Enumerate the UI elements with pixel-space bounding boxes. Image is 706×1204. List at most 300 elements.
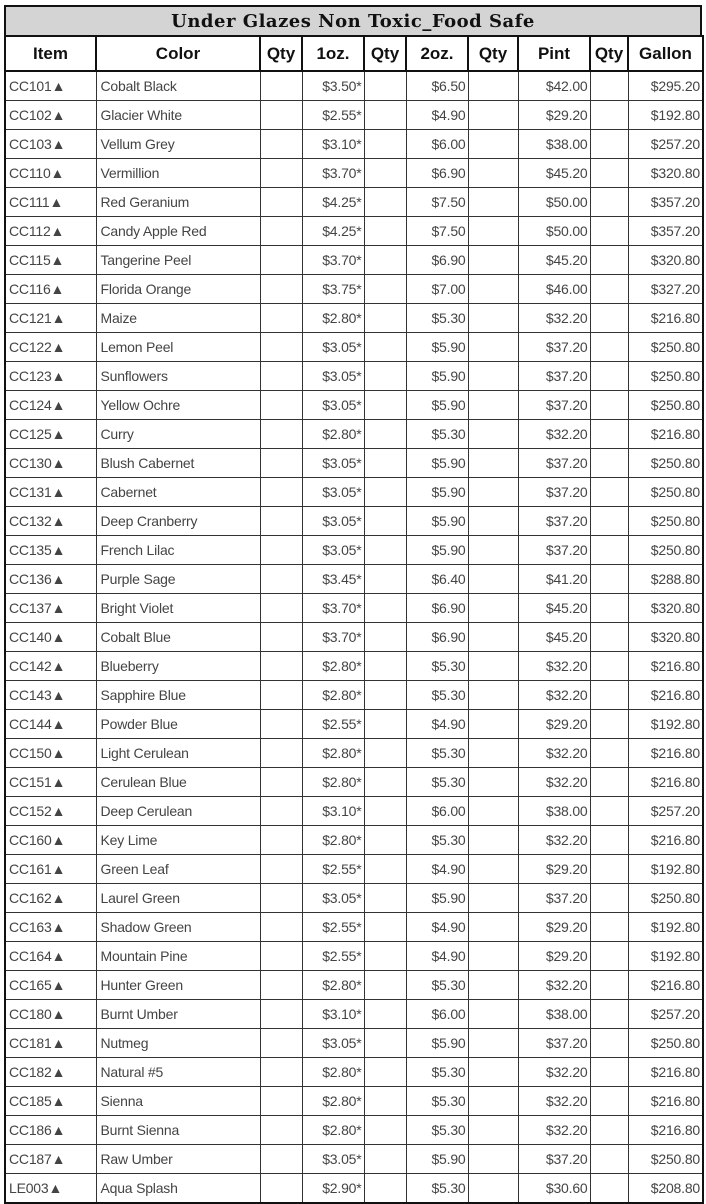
column-header-pint: Pint bbox=[518, 36, 590, 71]
qty-pint-cell[interactable] bbox=[468, 391, 518, 420]
color-name: Cabernet bbox=[96, 478, 260, 507]
qty-1oz-cell[interactable] bbox=[260, 565, 302, 594]
qty-pint-cell[interactable] bbox=[468, 565, 518, 594]
qty-gallon-cell[interactable] bbox=[590, 304, 628, 333]
table-row bbox=[5, 507, 703, 536]
table-row bbox=[5, 797, 703, 826]
qty-2oz-cell[interactable] bbox=[364, 420, 406, 449]
color-name: Glacier White bbox=[96, 101, 260, 130]
price-2oz: $5.90 bbox=[406, 1145, 468, 1174]
qty-gallon-cell[interactable] bbox=[590, 101, 628, 130]
qty-1oz-cell[interactable] bbox=[260, 101, 302, 130]
color-name: Tangerine Peel bbox=[96, 246, 260, 275]
table-row bbox=[5, 623, 703, 652]
price-2oz: $5.90 bbox=[406, 478, 468, 507]
qty-2oz-cell[interactable] bbox=[364, 304, 406, 333]
qty-1oz-cell[interactable] bbox=[260, 1145, 302, 1174]
table-row bbox=[5, 826, 703, 855]
item-code: CC137▲ bbox=[5, 594, 96, 623]
qty-1oz-cell[interactable] bbox=[260, 623, 302, 652]
price-2oz: $5.30 bbox=[406, 768, 468, 797]
qty-pint-cell[interactable] bbox=[468, 1087, 518, 1116]
item-code: CC116▲ bbox=[5, 275, 96, 304]
qty-pint-cell[interactable] bbox=[468, 913, 518, 942]
qty-1oz-cell[interactable] bbox=[260, 188, 302, 217]
qty-1oz-cell[interactable] bbox=[260, 333, 302, 362]
price-pint: $37.20 bbox=[518, 449, 590, 478]
qty-gallon-cell[interactable] bbox=[590, 710, 628, 739]
price-2oz: $6.00 bbox=[406, 130, 468, 159]
price-pint: $32.20 bbox=[518, 739, 590, 768]
qty-pint-cell[interactable] bbox=[468, 681, 518, 710]
qty-gallon-cell[interactable] bbox=[590, 565, 628, 594]
price-1oz: $2.55* bbox=[302, 855, 364, 884]
column-header-item: Item bbox=[5, 36, 96, 71]
qty-gallon-cell[interactable] bbox=[590, 391, 628, 420]
qty-2oz-cell[interactable] bbox=[364, 507, 406, 536]
item-code: CC182▲ bbox=[5, 1058, 96, 1087]
price-2oz: $6.00 bbox=[406, 1000, 468, 1029]
price-2oz: $4.90 bbox=[406, 101, 468, 130]
price-1oz: $2.55* bbox=[302, 710, 364, 739]
qty-1oz-cell[interactable] bbox=[260, 652, 302, 681]
qty-pint-cell[interactable] bbox=[468, 884, 518, 913]
price-pint: $32.20 bbox=[518, 971, 590, 1000]
qty-2oz-cell[interactable] bbox=[364, 1000, 406, 1029]
price-pint: $37.20 bbox=[518, 391, 590, 420]
qty-2oz-cell[interactable] bbox=[364, 333, 406, 362]
price-1oz: $2.80* bbox=[302, 1058, 364, 1087]
qty-2oz-cell[interactable] bbox=[364, 594, 406, 623]
color-name: Key Lime bbox=[96, 826, 260, 855]
price-1oz: $2.80* bbox=[302, 1087, 364, 1116]
color-name: Sapphire Blue bbox=[96, 681, 260, 710]
table-row bbox=[5, 71, 703, 101]
price-2oz: $5.30 bbox=[406, 739, 468, 768]
qty-2oz-cell[interactable] bbox=[364, 681, 406, 710]
price-gallon: $216.80 bbox=[628, 1087, 703, 1116]
qty-pint-cell[interactable] bbox=[468, 101, 518, 130]
qty-2oz-cell[interactable] bbox=[364, 884, 406, 913]
qty-pint-cell[interactable] bbox=[468, 362, 518, 391]
color-name: Natural #5 bbox=[96, 1058, 260, 1087]
price-pint: $38.00 bbox=[518, 130, 590, 159]
qty-pint-cell[interactable] bbox=[468, 420, 518, 449]
table-row bbox=[5, 101, 703, 130]
qty-gallon-cell[interactable] bbox=[590, 797, 628, 826]
qty-gallon-cell[interactable] bbox=[590, 188, 628, 217]
qty-2oz-cell[interactable] bbox=[364, 1058, 406, 1087]
qty-2oz-cell[interactable] bbox=[364, 739, 406, 768]
price-2oz: $5.90 bbox=[406, 884, 468, 913]
price-2oz: $6.90 bbox=[406, 623, 468, 652]
qty-2oz-cell[interactable] bbox=[364, 101, 406, 130]
qty-1oz-cell[interactable] bbox=[260, 159, 302, 188]
qty-1oz-cell[interactable] bbox=[260, 884, 302, 913]
color-name: Green Leaf bbox=[96, 855, 260, 884]
price-gallon: $216.80 bbox=[628, 420, 703, 449]
qty-1oz-cell[interactable] bbox=[260, 1087, 302, 1116]
qty-gallon-cell[interactable] bbox=[590, 1029, 628, 1058]
qty-pint-cell[interactable] bbox=[468, 1116, 518, 1145]
qty-pint-cell[interactable] bbox=[468, 536, 518, 565]
price-pint: $41.20 bbox=[518, 565, 590, 594]
qty-2oz-cell[interactable] bbox=[364, 971, 406, 1000]
price-2oz: $4.90 bbox=[406, 710, 468, 739]
qty-1oz-cell[interactable] bbox=[260, 797, 302, 826]
qty-gallon-cell[interactable] bbox=[590, 130, 628, 159]
table-row bbox=[5, 478, 703, 507]
qty-1oz-cell[interactable] bbox=[260, 971, 302, 1000]
price-1oz: $2.80* bbox=[302, 826, 364, 855]
price-2oz: $5.30 bbox=[406, 304, 468, 333]
color-name: Nutmeg bbox=[96, 1029, 260, 1058]
price-gallon: $250.80 bbox=[628, 1145, 703, 1174]
qty-1oz-cell[interactable] bbox=[260, 478, 302, 507]
item-code: CC181▲ bbox=[5, 1029, 96, 1058]
qty-pint-cell[interactable] bbox=[468, 246, 518, 275]
qty-pint-cell[interactable] bbox=[468, 971, 518, 1000]
qty-pint-cell[interactable] bbox=[468, 1174, 518, 1204]
qty-2oz-cell[interactable] bbox=[364, 855, 406, 884]
price-1oz: $3.05* bbox=[302, 884, 364, 913]
qty-pint-cell[interactable] bbox=[468, 594, 518, 623]
qty-pint-cell[interactable] bbox=[468, 942, 518, 971]
color-name: Bright Violet bbox=[96, 594, 260, 623]
price-2oz: $6.90 bbox=[406, 594, 468, 623]
price-1oz: $3.05* bbox=[302, 362, 364, 391]
price-gallon: $216.80 bbox=[628, 739, 703, 768]
price-gallon: $327.20 bbox=[628, 275, 703, 304]
qty-gallon-cell[interactable] bbox=[590, 1087, 628, 1116]
column-header-qty-2oz: Qty bbox=[364, 36, 406, 71]
table-row bbox=[5, 391, 703, 420]
qty-1oz-cell[interactable] bbox=[260, 362, 302, 391]
price-gallon: $216.80 bbox=[628, 652, 703, 681]
qty-pint-cell[interactable] bbox=[468, 159, 518, 188]
price-1oz: $2.55* bbox=[302, 942, 364, 971]
qty-pint-cell[interactable] bbox=[468, 275, 518, 304]
price-pint: $45.20 bbox=[518, 594, 590, 623]
qty-1oz-cell[interactable] bbox=[260, 1029, 302, 1058]
price-2oz: $5.30 bbox=[406, 1058, 468, 1087]
qty-pint-cell[interactable] bbox=[468, 710, 518, 739]
price-1oz: $3.05* bbox=[302, 507, 364, 536]
price-pint: $45.20 bbox=[518, 159, 590, 188]
price-pint: $29.20 bbox=[518, 710, 590, 739]
qty-gallon-cell[interactable] bbox=[590, 942, 628, 971]
qty-2oz-cell[interactable] bbox=[364, 652, 406, 681]
table-row bbox=[5, 1116, 703, 1145]
qty-1oz-cell[interactable] bbox=[260, 855, 302, 884]
price-1oz: $3.05* bbox=[302, 333, 364, 362]
qty-pint-cell[interactable] bbox=[468, 71, 518, 101]
qty-2oz-cell[interactable] bbox=[364, 710, 406, 739]
qty-gallon-cell[interactable] bbox=[590, 884, 628, 913]
qty-2oz-cell[interactable] bbox=[364, 1145, 406, 1174]
qty-1oz-cell[interactable] bbox=[260, 768, 302, 797]
price-pint: $30.60 bbox=[518, 1174, 590, 1204]
color-name: French Lilac bbox=[96, 536, 260, 565]
price-gallon: $208.80 bbox=[628, 1174, 703, 1204]
price-pint: $37.20 bbox=[518, 478, 590, 507]
qty-gallon-cell[interactable] bbox=[590, 681, 628, 710]
column-header-color: Color bbox=[96, 36, 260, 71]
qty-1oz-cell[interactable] bbox=[260, 391, 302, 420]
qty-1oz-cell[interactable] bbox=[260, 246, 302, 275]
price-pint: $50.00 bbox=[518, 217, 590, 246]
price-gallon: $357.20 bbox=[628, 217, 703, 246]
price-gallon: $257.20 bbox=[628, 797, 703, 826]
price-gallon: $216.80 bbox=[628, 1058, 703, 1087]
price-pint: $32.20 bbox=[518, 304, 590, 333]
price-gallon: $295.20 bbox=[628, 71, 703, 101]
price-2oz: $5.90 bbox=[406, 1029, 468, 1058]
qty-gallon-cell[interactable] bbox=[590, 362, 628, 391]
qty-2oz-cell[interactable] bbox=[364, 217, 406, 246]
qty-1oz-cell[interactable] bbox=[260, 710, 302, 739]
price-gallon: $250.80 bbox=[628, 362, 703, 391]
item-code: CC142▲ bbox=[5, 652, 96, 681]
qty-2oz-cell[interactable] bbox=[364, 159, 406, 188]
table-row bbox=[5, 739, 703, 768]
qty-gallon-cell[interactable] bbox=[590, 971, 628, 1000]
price-pint: $32.20 bbox=[518, 652, 590, 681]
color-name: Cerulean Blue bbox=[96, 768, 260, 797]
price-pint: $37.20 bbox=[518, 362, 590, 391]
qty-pint-cell[interactable] bbox=[468, 826, 518, 855]
qty-gallon-cell[interactable] bbox=[590, 913, 628, 942]
table-row bbox=[5, 246, 703, 275]
qty-1oz-cell[interactable] bbox=[260, 681, 302, 710]
qty-2oz-cell[interactable] bbox=[364, 478, 406, 507]
table-row bbox=[5, 130, 703, 159]
header-row bbox=[5, 36, 703, 71]
qty-pint-cell[interactable] bbox=[468, 652, 518, 681]
item-code: CC122▲ bbox=[5, 333, 96, 362]
color-name: Aqua Splash bbox=[96, 1174, 260, 1204]
qty-gallon-cell[interactable] bbox=[590, 1000, 628, 1029]
qty-pint-cell[interactable] bbox=[468, 768, 518, 797]
price-pint: $45.20 bbox=[518, 623, 590, 652]
qty-gallon-cell[interactable] bbox=[590, 768, 628, 797]
qty-2oz-cell[interactable] bbox=[364, 565, 406, 594]
qty-2oz-cell[interactable] bbox=[364, 913, 406, 942]
table-row bbox=[5, 768, 703, 797]
qty-1oz-cell[interactable] bbox=[260, 826, 302, 855]
color-name: Blush Cabernet bbox=[96, 449, 260, 478]
item-code: CC143▲ bbox=[5, 681, 96, 710]
price-pint: $32.20 bbox=[518, 1087, 590, 1116]
table-row bbox=[5, 333, 703, 362]
table-row bbox=[5, 942, 703, 971]
qty-1oz-cell[interactable] bbox=[260, 1116, 302, 1145]
price-2oz: $5.30 bbox=[406, 971, 468, 1000]
item-code: CC125▲ bbox=[5, 420, 96, 449]
page-title: Under Glazes Non Toxic_Food Safe bbox=[4, 5, 702, 35]
qty-2oz-cell[interactable] bbox=[364, 362, 406, 391]
qty-pint-cell[interactable] bbox=[468, 333, 518, 362]
qty-1oz-cell[interactable] bbox=[260, 1174, 302, 1204]
color-name: Powder Blue bbox=[96, 710, 260, 739]
column-header-qty-pint: Qty bbox=[468, 36, 518, 71]
item-code: CC115▲ bbox=[5, 246, 96, 275]
qty-gallon-cell[interactable] bbox=[590, 478, 628, 507]
qty-gallon-cell[interactable] bbox=[590, 246, 628, 275]
qty-1oz-cell[interactable] bbox=[260, 507, 302, 536]
qty-2oz-cell[interactable] bbox=[364, 188, 406, 217]
qty-1oz-cell[interactable] bbox=[260, 594, 302, 623]
color-name: Mountain Pine bbox=[96, 942, 260, 971]
price-gallon: $357.20 bbox=[628, 188, 703, 217]
table-row bbox=[5, 565, 703, 594]
qty-2oz-cell[interactable] bbox=[364, 768, 406, 797]
qty-1oz-cell[interactable] bbox=[260, 913, 302, 942]
qty-1oz-cell[interactable] bbox=[260, 449, 302, 478]
price-1oz: $2.80* bbox=[302, 420, 364, 449]
qty-1oz-cell[interactable] bbox=[260, 942, 302, 971]
qty-gallon-cell[interactable] bbox=[590, 855, 628, 884]
qty-gallon-cell[interactable] bbox=[590, 1174, 628, 1204]
qty-pint-cell[interactable] bbox=[468, 478, 518, 507]
price-1oz: $2.90* bbox=[302, 1174, 364, 1204]
qty-pint-cell[interactable] bbox=[468, 449, 518, 478]
qty-pint-cell[interactable] bbox=[468, 1058, 518, 1087]
table-row bbox=[5, 971, 703, 1000]
qty-pint-cell[interactable] bbox=[468, 739, 518, 768]
qty-gallon-cell[interactable] bbox=[590, 217, 628, 246]
price-pint: $29.20 bbox=[518, 101, 590, 130]
price-1oz: $3.05* bbox=[302, 536, 364, 565]
price-2oz: $5.90 bbox=[406, 449, 468, 478]
price-gallon: $320.80 bbox=[628, 594, 703, 623]
table-row bbox=[5, 449, 703, 478]
price-gallon: $192.80 bbox=[628, 855, 703, 884]
item-code: CC162▲ bbox=[5, 884, 96, 913]
qty-gallon-cell[interactable] bbox=[590, 159, 628, 188]
item-code: CC136▲ bbox=[5, 565, 96, 594]
qty-gallon-cell[interactable] bbox=[590, 507, 628, 536]
qty-1oz-cell[interactable] bbox=[260, 304, 302, 333]
price-pint: $37.20 bbox=[518, 333, 590, 362]
price-1oz: $3.05* bbox=[302, 1145, 364, 1174]
qty-pint-cell[interactable] bbox=[468, 130, 518, 159]
qty-1oz-cell[interactable] bbox=[260, 275, 302, 304]
qty-pint-cell[interactable] bbox=[468, 1029, 518, 1058]
qty-gallon-cell[interactable] bbox=[590, 536, 628, 565]
table-row bbox=[5, 188, 703, 217]
qty-gallon-cell[interactable] bbox=[590, 333, 628, 362]
qty-pint-cell[interactable] bbox=[468, 797, 518, 826]
qty-2oz-cell[interactable] bbox=[364, 1174, 406, 1204]
qty-2oz-cell[interactable] bbox=[364, 1029, 406, 1058]
qty-1oz-cell[interactable] bbox=[260, 536, 302, 565]
price-pint: $29.20 bbox=[518, 942, 590, 971]
price-pint: $32.20 bbox=[518, 768, 590, 797]
qty-pint-cell[interactable] bbox=[468, 188, 518, 217]
color-name: Sunflowers bbox=[96, 362, 260, 391]
qty-1oz-cell[interactable] bbox=[260, 71, 302, 101]
qty-1oz-cell[interactable] bbox=[260, 1058, 302, 1087]
qty-2oz-cell[interactable] bbox=[364, 623, 406, 652]
qty-2oz-cell[interactable] bbox=[364, 1116, 406, 1145]
qty-pint-cell[interactable] bbox=[468, 217, 518, 246]
price-gallon: $250.80 bbox=[628, 478, 703, 507]
qty-gallon-cell[interactable] bbox=[590, 1058, 628, 1087]
item-code: CC132▲ bbox=[5, 507, 96, 536]
price-2oz: $6.40 bbox=[406, 565, 468, 594]
qty-gallon-cell[interactable] bbox=[590, 71, 628, 101]
qty-pint-cell[interactable] bbox=[468, 304, 518, 333]
price-gallon: $192.80 bbox=[628, 710, 703, 739]
item-code: CC124▲ bbox=[5, 391, 96, 420]
qty-gallon-cell[interactable] bbox=[590, 449, 628, 478]
qty-1oz-cell[interactable] bbox=[260, 130, 302, 159]
color-name: Shadow Green bbox=[96, 913, 260, 942]
price-1oz: $2.80* bbox=[302, 652, 364, 681]
qty-2oz-cell[interactable] bbox=[364, 449, 406, 478]
qty-pint-cell[interactable] bbox=[468, 507, 518, 536]
item-code: CC103▲ bbox=[5, 130, 96, 159]
qty-gallon-cell[interactable] bbox=[590, 275, 628, 304]
qty-pint-cell[interactable] bbox=[468, 855, 518, 884]
qty-2oz-cell[interactable] bbox=[364, 1087, 406, 1116]
price-gallon: $257.20 bbox=[628, 130, 703, 159]
qty-2oz-cell[interactable] bbox=[364, 826, 406, 855]
qty-gallon-cell[interactable] bbox=[590, 594, 628, 623]
qty-2oz-cell[interactable] bbox=[364, 130, 406, 159]
item-code: CC111▲ bbox=[5, 188, 96, 217]
qty-gallon-cell[interactable] bbox=[590, 420, 628, 449]
column-header-2oz: 2oz. bbox=[406, 36, 468, 71]
price-table bbox=[4, 35, 704, 1204]
qty-1oz-cell[interactable] bbox=[260, 217, 302, 246]
price-2oz: $5.90 bbox=[406, 362, 468, 391]
qty-gallon-cell[interactable] bbox=[590, 1116, 628, 1145]
qty-1oz-cell[interactable] bbox=[260, 739, 302, 768]
qty-pint-cell[interactable] bbox=[468, 1145, 518, 1174]
qty-pint-cell[interactable] bbox=[468, 623, 518, 652]
price-pint: $37.20 bbox=[518, 1029, 590, 1058]
table-row bbox=[5, 1000, 703, 1029]
price-gallon: $250.80 bbox=[628, 391, 703, 420]
qty-2oz-cell[interactable] bbox=[364, 391, 406, 420]
qty-2oz-cell[interactable] bbox=[364, 797, 406, 826]
qty-gallon-cell[interactable] bbox=[590, 623, 628, 652]
qty-2oz-cell[interactable] bbox=[364, 275, 406, 304]
qty-2oz-cell[interactable] bbox=[364, 246, 406, 275]
qty-pint-cell[interactable] bbox=[468, 1000, 518, 1029]
qty-1oz-cell[interactable] bbox=[260, 420, 302, 449]
qty-gallon-cell[interactable] bbox=[590, 652, 628, 681]
qty-2oz-cell[interactable] bbox=[364, 71, 406, 101]
qty-1oz-cell[interactable] bbox=[260, 1000, 302, 1029]
price-pint: $42.00 bbox=[518, 71, 590, 101]
price-gallon: $250.80 bbox=[628, 333, 703, 362]
item-code: CC160▲ bbox=[5, 826, 96, 855]
qty-gallon-cell[interactable] bbox=[590, 1145, 628, 1174]
qty-gallon-cell[interactable] bbox=[590, 739, 628, 768]
item-code: CC112▲ bbox=[5, 217, 96, 246]
color-name: Sienna bbox=[96, 1087, 260, 1116]
qty-2oz-cell[interactable] bbox=[364, 942, 406, 971]
qty-gallon-cell[interactable] bbox=[590, 826, 628, 855]
price-1oz: $2.80* bbox=[302, 739, 364, 768]
price-pint: $37.20 bbox=[518, 884, 590, 913]
qty-2oz-cell[interactable] bbox=[364, 536, 406, 565]
price-gallon: $257.20 bbox=[628, 1000, 703, 1029]
color-name: Light Cerulean bbox=[96, 739, 260, 768]
